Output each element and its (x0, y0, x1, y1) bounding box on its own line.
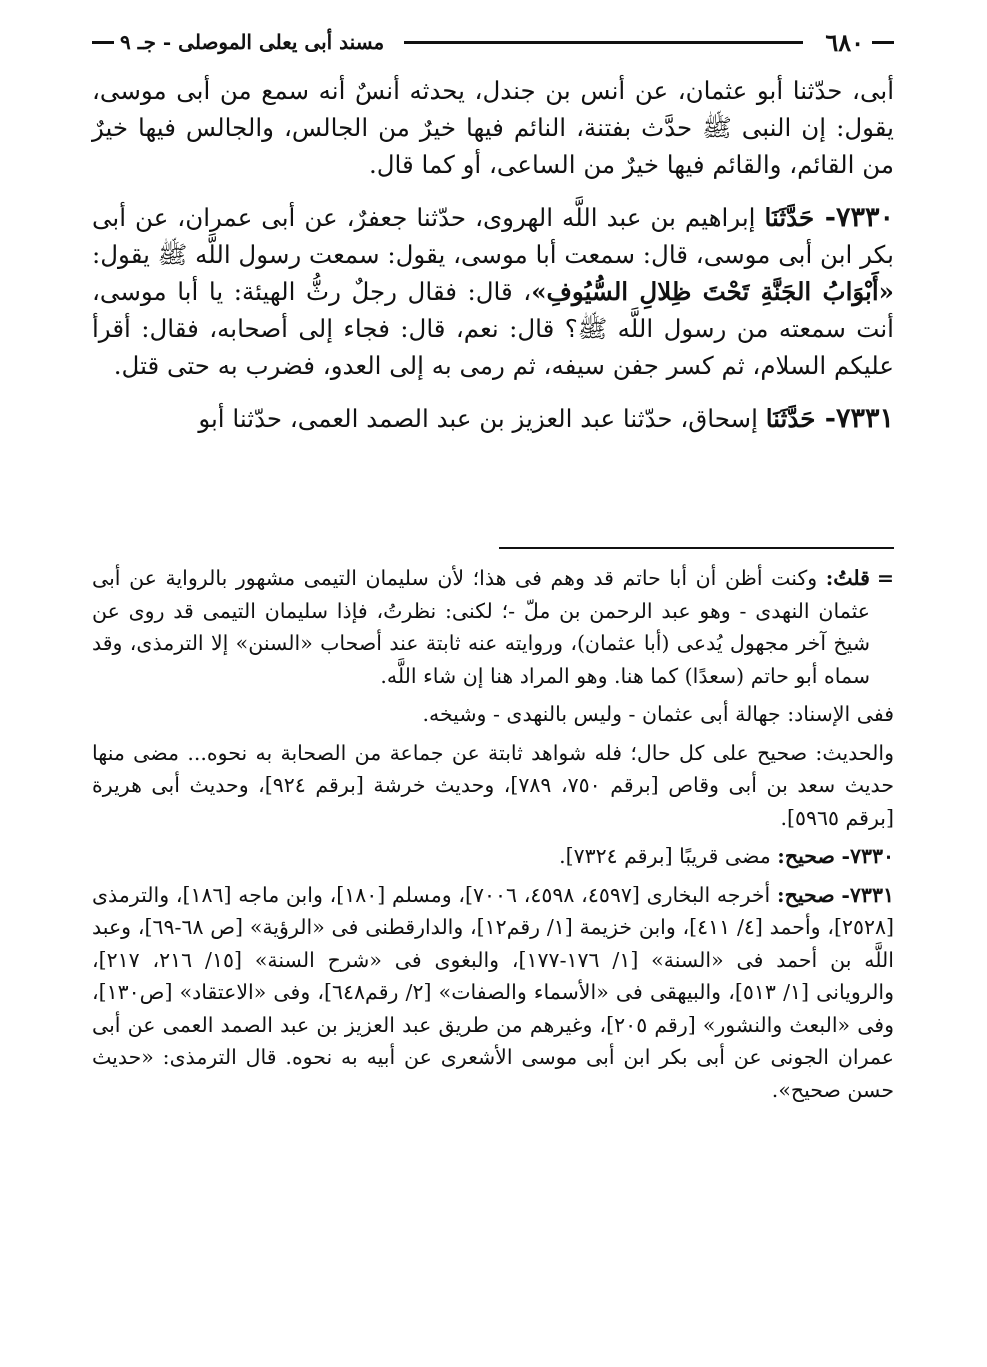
hadith-number: ٧٣٣٠ (836, 202, 895, 233)
hadith-continuation: أبى، حدّثنا أبو عثمان، عن أنس بن جندل، يحدثه أنسٌ أنه سمع من أبى موسى، يقول: إن النبى ﷺ حدَّث بفتنة، النائم فيها خيرٌ من الجالس، والجالس فيها خيرٌ من القائم، والقائم فيها خيرٌ من الساعى، أو كما قال. (92, 76, 894, 179)
main-text (92, 72, 894, 453)
footnote-7330 (92, 840, 894, 873)
hadith-keyword: حَدَّثَنَا (764, 203, 815, 232)
header-rule (404, 41, 803, 44)
footnote-text: مضى قريبًا [برقم ٧٣٢٤]. (559, 844, 771, 868)
footnote-hadith-note: والحديث: صحيح على كل حال؛ فله شواهد ثابتة عن جماعة من الصحابة به نحوه... مضى منها حديث سعد بن أبى وقاص [برقم ٧٥٠، ٧٨٩]، وحديث خرشة [برقم ٩٢٤]، وحديث أبى هريرة [برقم ٥٩٦٥]. (92, 740, 894, 830)
footnote-grade: صحيح: (777, 844, 835, 868)
footnote-continued (92, 562, 894, 692)
footnote-number: ٧٣٣١- (841, 882, 894, 907)
footnote-text: وكنت أظن أن أبا حاتم قد وهم فى هذا؛ لأن سليمان التيمى مشهور بالرواية عن أبى عثمان النهدى - وهو عبد الرحمن بن ملّ -؛ لكنى: نظرتُ، فإذا سليمان التيمى قد روى عن شيخ آخر مجهول يُدعى (أبا عثمان)، وروايته عنه ثابتة عند أصحاب «السنن» إلا الترمذى، وقد سماه أبو حاتم (سعدًا) كما هنا. وهو المراد هنا إن شاء اللَّه. (92, 566, 870, 688)
hadith-isnad: إبراهيم بن عبد اللَّه الهروى، حدّثنا جعفرٌ، عن أبى عمران، عن أبى بكر ابن أبى موسى، قال: سمعت أبا موسى، يقول: سمعت رسول اللَّه ﷺ يقول: (92, 203, 894, 269)
header-rule-left (92, 41, 114, 44)
footnote-grade: صحيح: (777, 882, 835, 907)
running-header (92, 22, 894, 62)
hadith-text-rest: ، قال: فقال رجلٌ رثُّ الهيئة: يا أبا موسى، أنت سمعته من رسول اللَّه ﷺ؟ قال: نعم، قال: فجاء إلى أصحابه، فقال: أقرأ عليكم السلام، ثم كسر جفن سيفه، ثم رمى به إلى العدو، فضرب به حتى قتل. (92, 277, 894, 380)
footnote-label: قلتُ: (825, 566, 870, 590)
footnote-isnad-note: ففى الإسناد: جهالة أبى عثمان - وليس بالنهدى - وشيخه. (422, 702, 894, 726)
hadith-7331: ٧٣٣١- حَدَّثَنَا إسحاق، حدّثنا عبد العزيز بن عبد الصمد العمى، حدّثنا أبو (198, 403, 894, 434)
footnote-number: ٧٣٣٠- (841, 844, 894, 868)
footnote-divider (499, 547, 894, 549)
hadith-matn-quote: «أَبْوَابُ الجَنَّةِ تَحْتَ ظِلالِ السُّيُوفِ» (531, 277, 894, 306)
hadith-keyword: حَدَّثَنَا (765, 404, 816, 433)
continuation-mark: = (876, 566, 894, 590)
page-number: ٦٨٠ (825, 27, 864, 57)
book-title: مسند أبى يعلى الموصلى - جـ ٩ (120, 30, 385, 54)
header-rule-right (872, 41, 894, 44)
footnote-7331 (92, 879, 894, 1107)
hadith-7330: ٧٣٣٠- حَدَّثَنَا إبراهيم بن عبد اللَّه الهروى، حدّثنا جعفرٌ، عن أبى عمران، عن أبى بكر ابن أبى موسى، قال: سمعت أبا موسى، يقول: سمعت رسول اللَّه ﷺ يقول: «أَبْوَابُ الجَنَّةِ تَحْتَ ظِلالِ السُّيُوفِ»، قال: فقال رجلٌ رثُّ الهيئة: يا أبا موسى، أنت سمعته من رسول اللَّه ﷺ؟ قال: نعم، قال: فجاء إلى أصحابه، فقال: أقرأ عليكم السلام، ثم كسر جفن سيفه، ثم رمى به إلى العدو، فضرب به حتى قتل. (92, 202, 895, 380)
hadith-number: ٧٣٣١ (835, 403, 894, 434)
hadith-isnad: إسحاق، حدّثنا عبد العزيز بن عبد الصمد العمى، حدّثنا أبو (198, 404, 758, 433)
footnote-text: أخرجه البخارى [٤٥٩٧، ٤٥٩٨، ٧٠٠٦]، ومسلم [١٨٠]، وابن ماجه [١٨٦]، والترمذى [٢٥٢٨]، وأحمد [٤/ ٤١١]، وابن خزيمة [١/ رقم١٢]، والدارقطنى فى «الرؤية» [ص ٦٨-٦٩]، وعبد اللَّه بن أحمد فى «السنة» [١/ ١٧٦-١٧٧]، والبغوى فى «شرح السنة» [١٥/ ٢١٦، ٢١٧]، والرويانى [١/ ٥١٣]، والبيهقى فى «الأسماء والصفات» [٢/ رقم٦٤٨]، وفى «الاعتقاد» [ص١٣٠]، وفى «البعث والنشور» [رقم ٢٠٥]، وغيرهم من طريق عبد العزيز بن عبد الصمد العمى عن أبى عمران الجونى عن أبى بكر ابن أبى موسى الأشعرى عن أبيه به نحوه. قال الترمذى: «حديث حسن صحيح». (92, 882, 895, 1102)
footnotes (92, 562, 894, 1112)
